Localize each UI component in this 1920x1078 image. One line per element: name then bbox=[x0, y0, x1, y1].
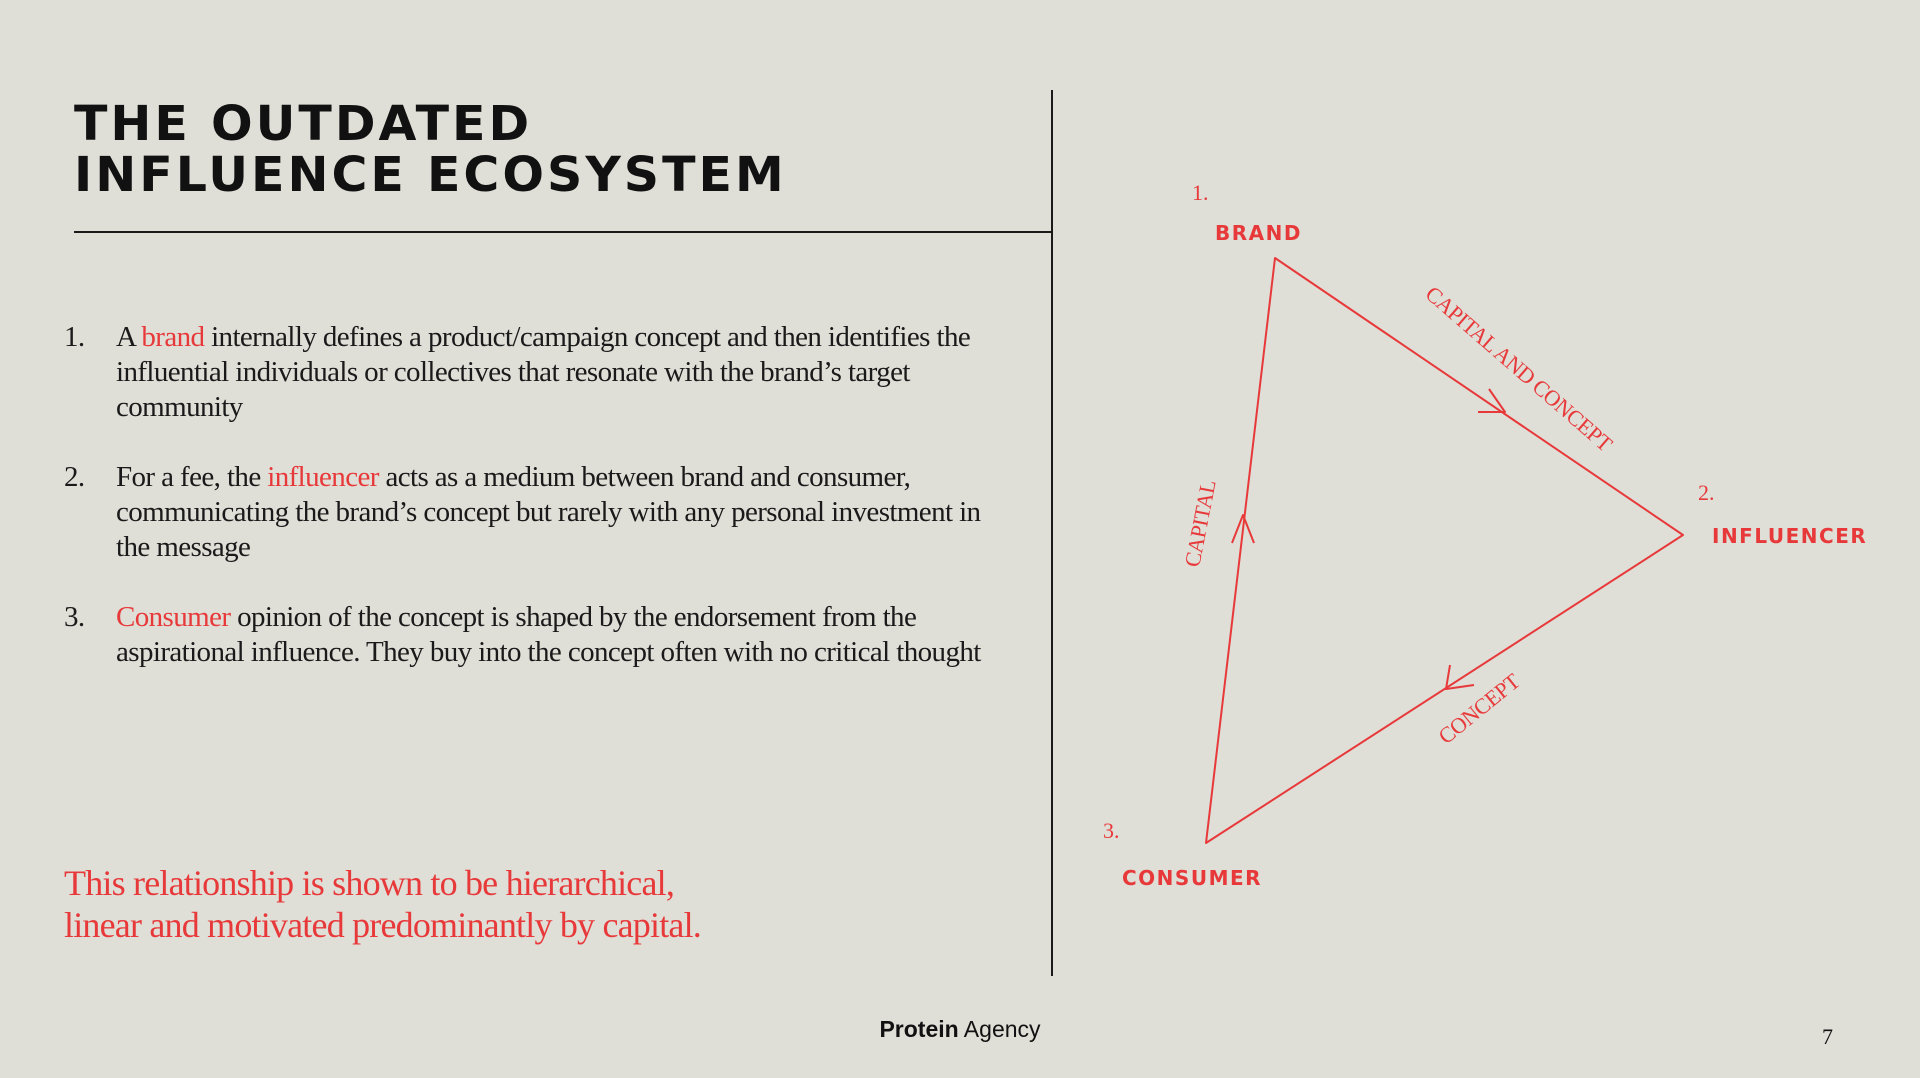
title-line-2: INFLUENCE ECOSYSTEM bbox=[74, 147, 787, 203]
list-text-post: opinion of the concept is shaped by the endorsement from the aspirational influence. They buy into the concept often with no critical thought bbox=[116, 601, 981, 668]
list-text-post: acts as a medium between brand and consumer, communicating the brand’s concept but rarely with any personal investment in the message bbox=[116, 461, 981, 563]
page-number: 7 bbox=[1822, 1024, 1833, 1049]
highlight-influencer: influencer bbox=[267, 461, 379, 493]
logo-bold: Protein bbox=[879, 1016, 959, 1042]
highlight-consumer: Consumer bbox=[116, 601, 231, 633]
influencer-label: INFLUENCER bbox=[1712, 524, 1868, 548]
highlight-brand: brand bbox=[141, 321, 205, 353]
arrow-brand-to-influencer bbox=[1478, 389, 1505, 412]
brand-label: BRAND bbox=[1215, 221, 1302, 245]
list-number: 2. bbox=[64, 461, 85, 493]
list-text-pre: A bbox=[116, 321, 142, 353]
influencer-number: 2. bbox=[1698, 480, 1715, 505]
list-text-post: internally defines a product/campaign concept and then identifies the influential individuals or collectives that resonate with the brand’s target community bbox=[116, 321, 971, 423]
summary-line-1: This relationship is shown to be hierarchical, bbox=[64, 863, 675, 903]
edge-label-concept: CONCEPT bbox=[1433, 668, 1525, 749]
brand-number: 1. bbox=[1192, 180, 1209, 205]
agency-logo bbox=[0, 1016, 1920, 1043]
title-line-1: THE OUTDATED bbox=[74, 96, 533, 152]
list-text-pre: For a fee, the bbox=[116, 461, 268, 493]
consumer-label: CONSUMER bbox=[1122, 866, 1263, 890]
list-number: 3. bbox=[64, 601, 85, 633]
consumer-number: 3. bbox=[1103, 818, 1120, 843]
logo-rest: Agency bbox=[958, 1016, 1041, 1042]
edge-label-capital-and-concept: CAPITAL AND CONCEPT bbox=[1420, 280, 1618, 457]
triangle-outline bbox=[1206, 258, 1683, 843]
edge-label-capital: CAPITAL bbox=[1179, 478, 1221, 569]
list-number: 1. bbox=[64, 321, 85, 353]
summary-line-2: linear and motivated predominantly by capital. bbox=[64, 905, 701, 945]
